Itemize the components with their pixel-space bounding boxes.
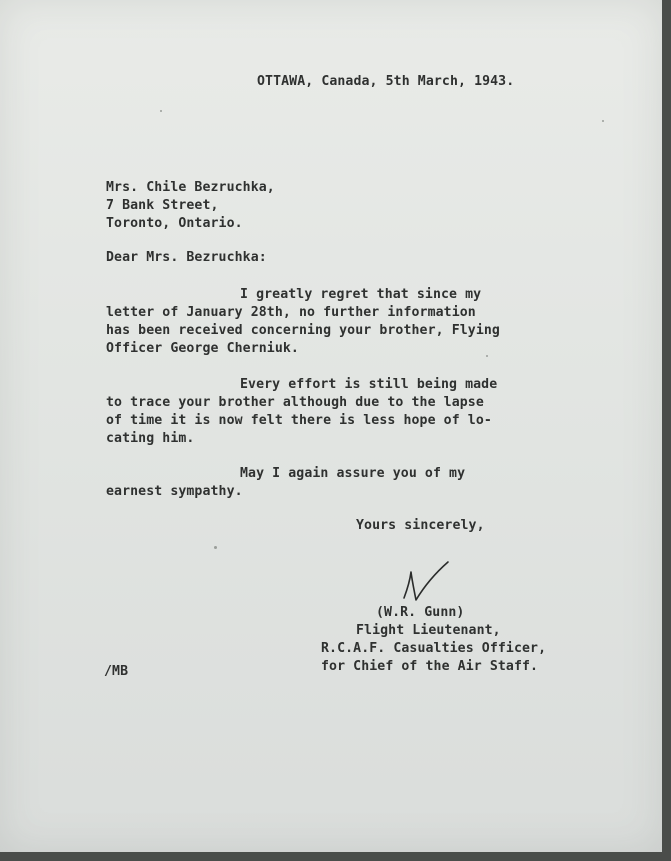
paper-speck: [214, 546, 217, 549]
signer-name: (W.R. Gunn): [376, 605, 465, 620]
paragraph-2-line: cating him.: [106, 431, 195, 446]
dateline: OTTAWA, Canada, 5th March, 1943.: [257, 74, 515, 89]
recipient-city: Toronto, Ontario.: [106, 216, 243, 231]
signer-title-line: R.C.A.F. Casualties Officer,: [321, 641, 547, 656]
closing: Yours sincerely,: [356, 518, 485, 533]
recipient-street: 7 Bank Street,: [106, 198, 219, 213]
paragraph-3-line: May I again assure you of my: [240, 466, 466, 481]
paragraph-2-line: Every effort is still being made: [240, 377, 498, 392]
typist-initials: /MB: [104, 664, 129, 679]
paper-speck: [602, 120, 604, 122]
handwritten-signature: [398, 560, 454, 606]
salutation: Dear Mrs. Bezruchka:: [106, 250, 267, 265]
paragraph-2-line: to trace your brother although due to the lapse: [106, 395, 484, 410]
paragraph-1-line: Officer George Cherniuk.: [106, 341, 299, 356]
paragraph-1-line: has been received concerning your brother, Flying: [106, 323, 500, 338]
paragraph-1-line: letter of January 28th, no further information: [106, 305, 476, 320]
signer-title-line: Flight Lieutenant,: [356, 623, 501, 638]
recipient-name: Mrs. Chile Bezruchka,: [106, 180, 275, 195]
paragraph-1-line: I greatly regret that since my: [240, 287, 482, 302]
paragraph-3-line: earnest sympathy.: [106, 484, 243, 499]
signer-title-line: for Chief of the Air Staff.: [321, 659, 539, 674]
paper-speck: [486, 355, 488, 357]
paragraph-2-line: of time it is now felt there is less hope of lo-: [106, 413, 492, 428]
paper-speck: [160, 110, 162, 112]
